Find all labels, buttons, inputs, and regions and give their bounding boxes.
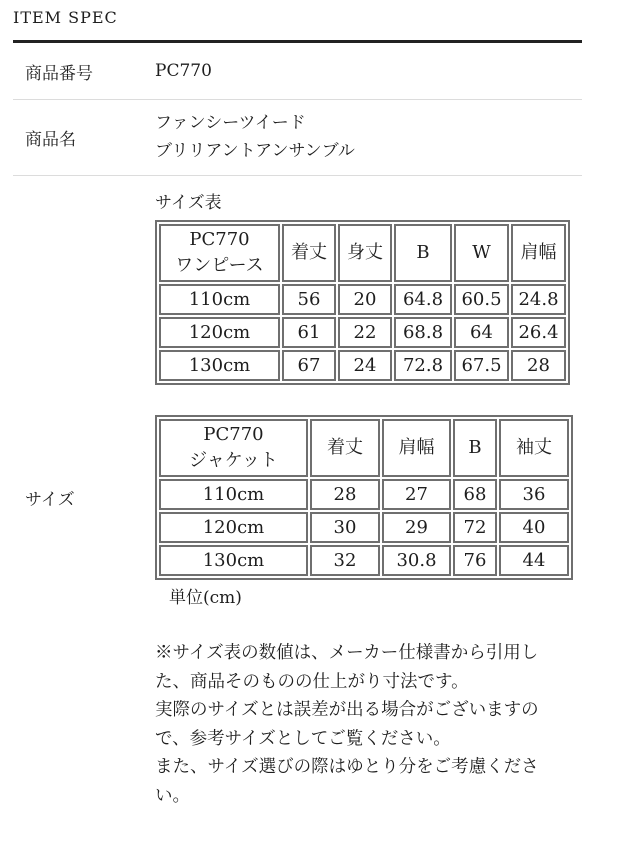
value-cell: 72.8	[394, 350, 452, 381]
size-label: サイズ	[25, 489, 75, 510]
product-number-row	[13, 43, 582, 100]
table-row	[159, 317, 566, 348]
value-cell: 20	[338, 284, 392, 315]
product-number-value: PC770	[155, 61, 212, 81]
value-cell: 60.5	[454, 284, 509, 315]
table-row	[159, 350, 566, 381]
table-title-cell	[159, 419, 308, 477]
table-row	[159, 479, 569, 510]
value-cell: 22	[338, 317, 392, 348]
value-cell: 24.8	[511, 284, 566, 315]
value-cell: 30.8	[382, 545, 451, 576]
size-note-line: ※サイズ表の数値は、メーカー仕様書から引用し	[155, 643, 539, 663]
value-cell: 72	[453, 512, 497, 543]
value-cell: 29	[382, 512, 451, 543]
product-name-value	[155, 100, 582, 175]
value-cell: 28	[511, 350, 566, 381]
value-cell: 32	[310, 545, 380, 576]
column-header: W	[454, 224, 509, 282]
size-cell: 110cm	[159, 284, 280, 315]
product-name-label: 商品名	[25, 130, 76, 150]
value-cell: 36	[499, 479, 569, 510]
value-cell: 68.8	[394, 317, 452, 348]
size-note-line: また、サイズ選びの際はゆとり分をご考慮くださ	[155, 757, 539, 777]
value-cell: 56	[282, 284, 336, 315]
value-cell: 76	[453, 545, 497, 576]
column-header: B	[394, 224, 452, 282]
value-cell: 26.4	[511, 317, 566, 348]
size-note-line: い。	[155, 785, 190, 806]
size-cell: 130cm	[159, 545, 308, 576]
size-table-onepiece	[155, 220, 570, 385]
value-cell: 64	[454, 317, 509, 348]
size-note-line: た、商品そのものの仕上がり寸法です。	[155, 671, 469, 692]
value-cell: 64.8	[394, 284, 452, 315]
column-header: 肩幅	[511, 224, 566, 282]
column-header: 肩幅	[382, 419, 451, 477]
size-row	[13, 176, 582, 818]
table-title-line-1: PC770	[189, 229, 250, 250]
value-cell: 67	[282, 350, 336, 381]
product-name-line-1: ファンシーツイード	[155, 113, 306, 133]
size-cell: 120cm	[159, 512, 308, 543]
size-cell: 120cm	[159, 317, 280, 348]
value-cell: 40	[499, 512, 569, 543]
value-cell: 24	[338, 350, 392, 381]
size-table-jacket	[155, 415, 573, 580]
product-number-label: 商品番号	[25, 63, 93, 84]
table-row	[159, 512, 569, 543]
value-cell: 27	[382, 479, 451, 510]
table-header-row	[159, 224, 566, 282]
size-table-heading: サイズ表	[155, 193, 222, 213]
column-header: 身丈	[338, 224, 392, 282]
value-cell: 68	[453, 479, 497, 510]
unit-note: 単位(cm)	[169, 588, 242, 608]
size-cell: 130cm	[159, 350, 280, 381]
column-header: 着丈	[282, 224, 336, 282]
size-content	[155, 176, 582, 818]
column-header: 着丈	[310, 419, 380, 477]
table-title-line-2: ジャケット	[189, 450, 278, 471]
table-title-cell	[159, 224, 280, 282]
size-cell: 110cm	[159, 479, 308, 510]
product-name-line-2: ブリリアントアンサンブル	[155, 141, 355, 161]
size-note-line: で、参考サイズとしてご覧ください。	[155, 728, 451, 749]
size-note-line: 実際のサイズとは誤差が出る場合がございますの	[155, 700, 539, 720]
product-name-row	[13, 100, 582, 176]
table-header-row	[159, 419, 569, 477]
table-row	[159, 284, 566, 315]
column-header: 袖丈	[499, 419, 569, 477]
size-notes	[155, 639, 582, 810]
value-cell: 61	[282, 317, 336, 348]
column-header: B	[453, 419, 497, 477]
table-title-line-1: PC770	[203, 424, 264, 445]
table-row	[159, 545, 569, 576]
page-title: ITEM SPEC	[13, 8, 118, 27]
value-cell: 30	[310, 512, 380, 543]
value-cell: 44	[499, 545, 569, 576]
table-title-line-2: ワンピース	[175, 255, 264, 276]
value-cell: 67.5	[454, 350, 509, 381]
value-cell: 28	[310, 479, 380, 510]
